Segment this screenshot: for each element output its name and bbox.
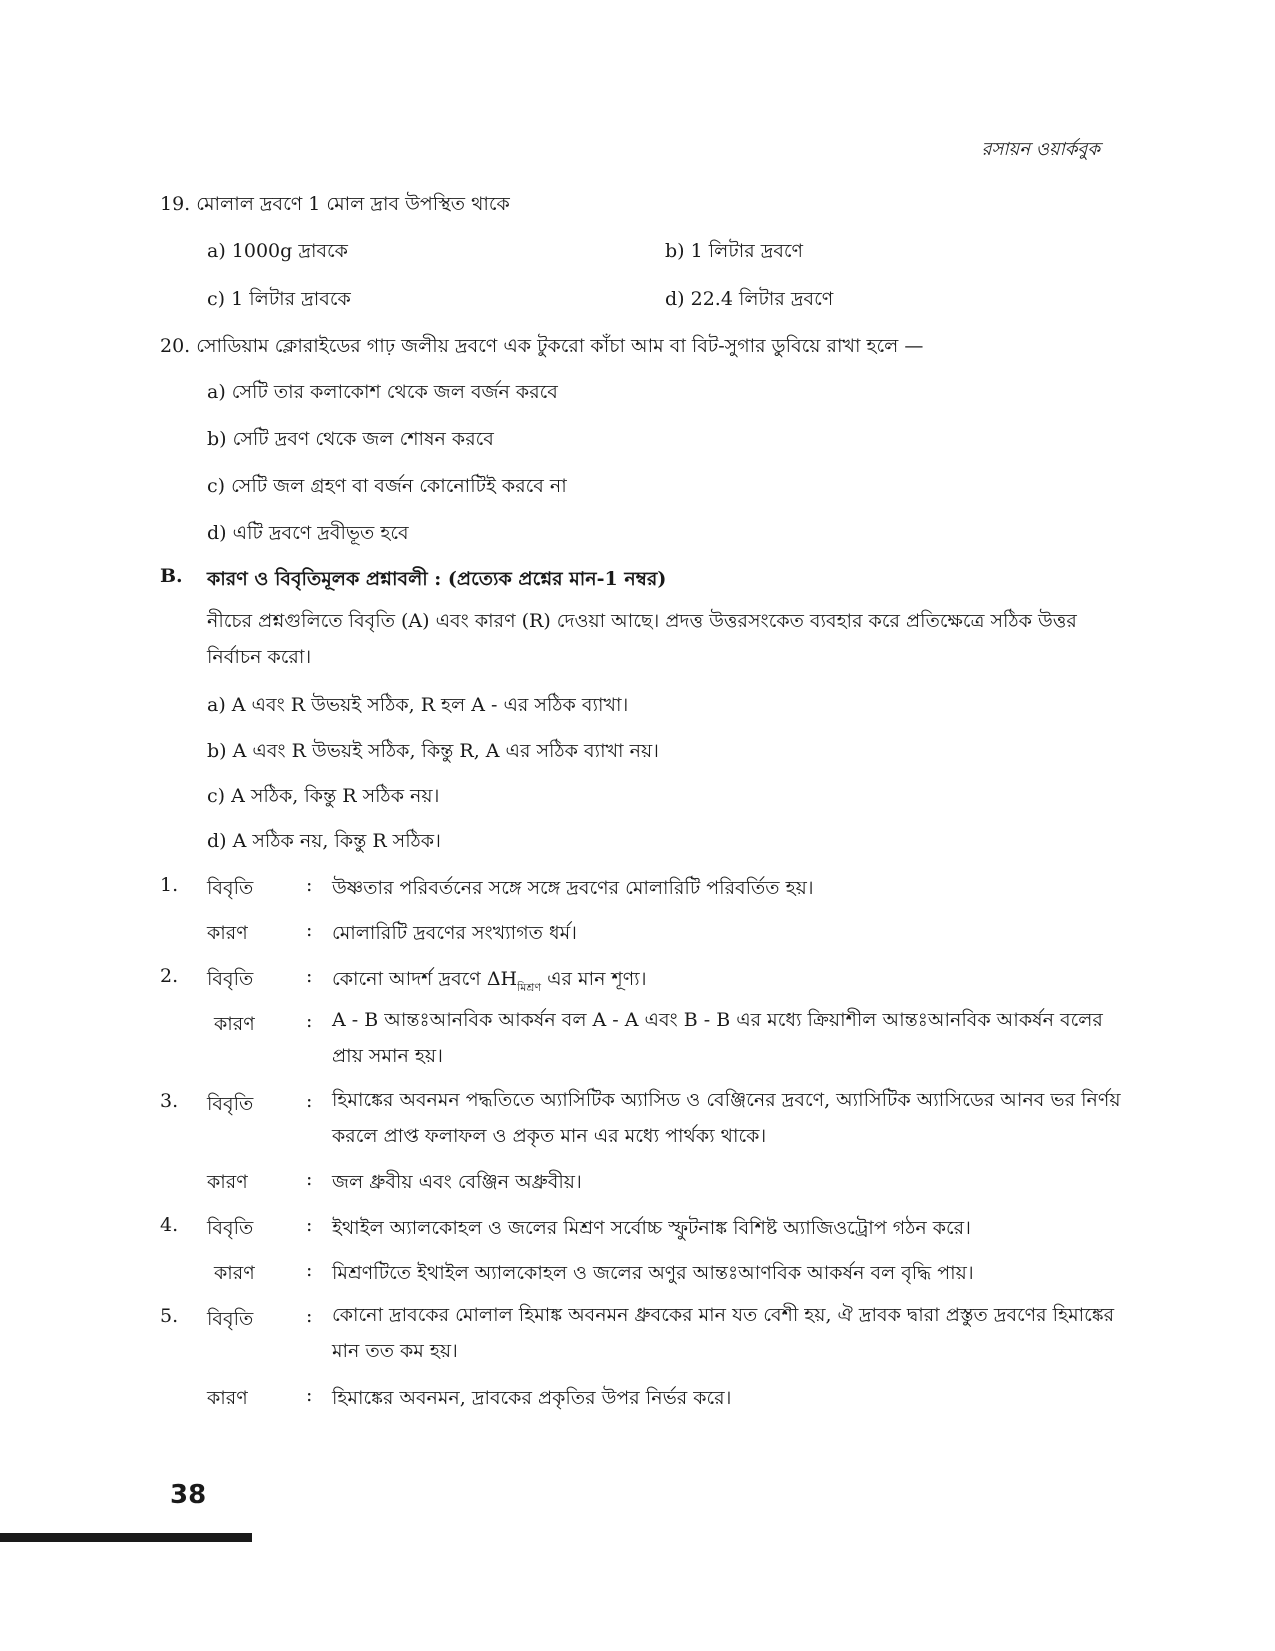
item-4-statement: ইথাইল অ্যালকোহল ও জলের মিশ্রণ সর্বোচ্চ স্ফুটনাঙ্ক বিশিষ্ট অ্যাজিওট্রোপ গঠন করে।	[332, 1217, 971, 1239]
item-4-number: 4.	[160, 1214, 179, 1236]
q19-option-d: d) 22.4 লিটার দ্রবণে	[665, 288, 834, 310]
item-5-statement-label: বিবৃতি	[207, 1308, 254, 1330]
item-1-statement-colon: :	[306, 874, 313, 896]
q19-option-c: c) 1 লিটার দ্রাবকে	[207, 288, 351, 310]
item-2-statement-colon: :	[306, 965, 313, 987]
item-1-statement: উষ্ণতার পরিবর্তনের সঙ্গে সঙ্গে দ্রবণের মোলারিটি পরিবর্তিত হয়।	[332, 877, 814, 899]
item-1-reason: মোলারিটি দ্রবণের সংখ্যাগত ধর্ম।	[332, 922, 577, 944]
item-3-statement-colon: :	[306, 1090, 313, 1112]
item-2-statement-label: বিবৃতি	[207, 968, 254, 990]
item-5-number: 5.	[160, 1305, 179, 1327]
item-5-reason-label: কারণ	[207, 1387, 248, 1409]
footer-rule	[0, 1533, 252, 1542]
item-1-statement-label: বিবৃতি	[207, 877, 254, 899]
item-2-reason-label: কারণ	[214, 1013, 255, 1035]
running-header: রসায়ন ওয়ার্কবুক	[981, 139, 1100, 160]
answer-code-c: c) A সঠিক, কিন্তু R সঠিক নয়।	[207, 785, 440, 807]
item-3-reason-label: কারণ	[207, 1171, 248, 1193]
delta-h-subscript: মিশ্রণ	[517, 981, 542, 994]
answer-code-b: b) A এবং R উভয়ই সঠিক, কিন্তু R, A এর সঠিক ব্যাখা নয়।	[207, 740, 659, 762]
q20-option-d: d) এটি দ্রবণে দ্রবীভূত হবে	[207, 522, 409, 544]
item-2-statement: কোনো আদর্শ দ্রবণে $\Delta H_{মিশ্রণ}$ এর মান শূণ্য।	[332, 968, 647, 994]
item-2-reason-colon: :	[306, 1010, 313, 1032]
answer-code-a: a) A এবং R উভয়ই সঠিক, R হল A - এর সঠিক ব্যাখা।	[207, 694, 629, 716]
item-3-number: 3.	[160, 1090, 179, 1112]
question-20-text: 20. সোডিয়াম ক্লোরাইডের গাঢ় জলীয় দ্রবণে এক টুকরো কাঁচা আম বা বিট-সুগার ডুবিয়ে রাখা হলে —	[160, 335, 924, 357]
item-3-reason: জল ধ্রুবীয় এবং বেঞ্জিন অধ্রুবীয়।	[332, 1171, 582, 1193]
item-4-statement-label: বিবৃতি	[207, 1217, 254, 1239]
q20-option-c: c) সেটি জল গ্রহণ বা বর্জন কোনোটিই করবে না	[207, 475, 567, 497]
item-4-reason-colon: :	[306, 1259, 313, 1281]
section-b-instruction: নীচের প্রশ্নগুলিতে বিবৃতি (A) এবং কারণ (R) দেওয়া আছে। প্রদত্ত উত্তরসংকেত ব্যবহার করে প্রতিক্ষেত্রে সঠিক উত্তর নির্বাচন করো।	[207, 610, 1077, 668]
answer-code-d: d) A সঠিক নয়, কিন্তু R সঠিক।	[207, 830, 441, 852]
item-4-reason-label: কারণ	[214, 1262, 255, 1284]
question-19-text: 19. মোলাল দ্রবণে 1 মোল দ্রাব উপস্থিত থাকে	[160, 193, 510, 215]
item-5-reason-colon: :	[306, 1384, 313, 1406]
q20-option-b: b) সেটি দ্রবণ থেকে জল শোষন করবে	[207, 428, 494, 450]
item-5-reason: হিমাঙ্কের অবনমন, দ্রাবকের প্রকৃতির উপর নির্ভর করে।	[332, 1387, 732, 1409]
section-b-letter: B.	[160, 565, 183, 587]
item-1-number: 1.	[160, 874, 179, 896]
item-5-statement: কোনো দ্রাবকের মোলাল হিমাঙ্ক অবনমন ধ্রুবকের মান যত বেশী হয়, ঐ দ্রাবক দ্বারা প্রস্তুত দ্রবণের হিমাঙ্কের মান তত কম হয়।	[332, 1304, 1115, 1362]
page-number: 38	[170, 1480, 207, 1510]
q19-option-b: b) 1 লিটার দ্রবণে	[665, 240, 804, 262]
section-b-title: কারণ ও বিবৃতিমূলক প্রশ্নাবলী : (প্রত্যেক প্রশ্নের মান-1 নম্বর)	[207, 568, 667, 590]
item-5-statement-colon: :	[306, 1305, 313, 1327]
item-3-reason-colon: :	[306, 1168, 313, 1190]
item-2-reason: A - B আন্তঃআনবিক আকর্ষন বল A - A এবং B - B এর মধ্যে ক্রিয়াশীল আন্তঃআনবিক আকর্ষন বলের প্রায় সমান হয়।	[332, 1009, 1103, 1067]
item-3-statement-label: বিবৃতি	[207, 1093, 254, 1115]
item-3-statement: হিমাঙ্কের অবনমন পদ্ধতিতে অ্যাসিটিক অ্যাসিড ও বেঞ্জিনের দ্রবণে, অ্যাসিটিক অ্যাসিডের আনব ভর নির্ণয় করলে প্রাপ্ত ফলাফল ও প্রকৃত মান এর মধ্যে পার্থক্য থাকে।	[332, 1089, 1121, 1147]
item-4-reason: মিশ্রণটিতে ইথাইল অ্যালকোহল ও জলের অণুর আন্তঃআণবিক আকর্ষন বল বৃদ্ধি পায়।	[332, 1262, 974, 1284]
q19-option-a: a) 1000g দ্রাবকে	[207, 240, 348, 262]
item-4-statement-colon: :	[306, 1214, 313, 1236]
q20-option-a: a) সেটি তার কলাকোশ থেকে জল বর্জন করবে	[207, 381, 558, 403]
item-2-number: 2.	[160, 965, 179, 987]
item-1-reason-colon: :	[306, 919, 313, 941]
item-1-reason-label: কারণ	[207, 922, 248, 944]
